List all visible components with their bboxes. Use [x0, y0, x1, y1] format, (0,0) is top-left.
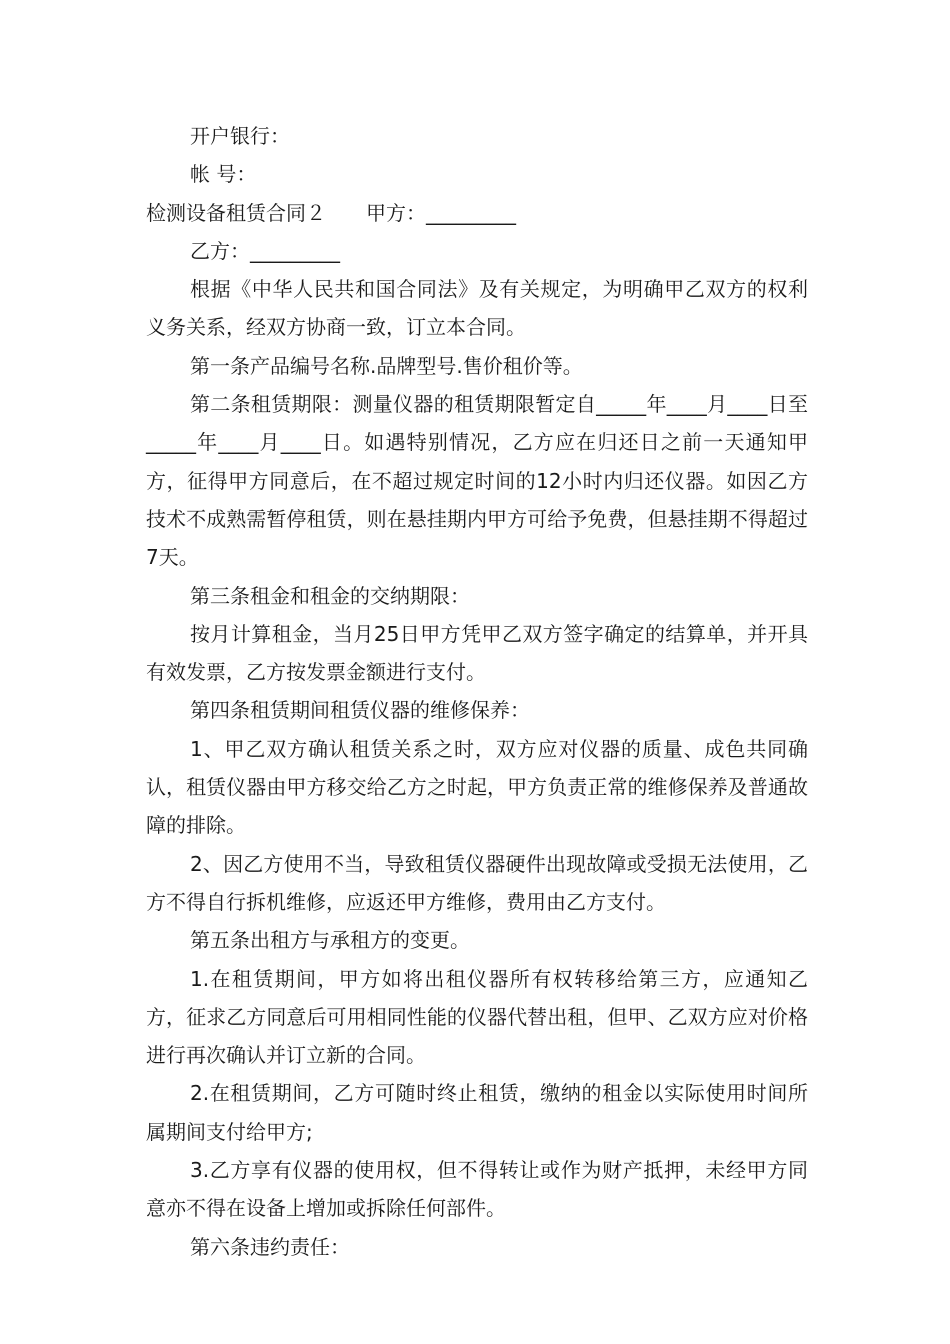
paragraph-article-2: 第二条租赁期限：测量仪器的租赁期限暂定自_____年____月____日至_____年____月____日。如遇特别情况，乙方应在归还日之前一天通知甲方，征得甲方同意后，在不超过规定时间的12小时内归还仪器。如因乙方技术不成熟需暂停租赁，则在悬挂期内甲方可给予免费，但悬挂期不得超过7天。 — [146, 392, 808, 570]
paragraph-article-1: 第一条产品编号名称.品牌型号.售价租价等。 — [190, 353, 583, 378]
contract-title: 检测设备租赁合同２ — [146, 200, 326, 225]
paragraph-article-5-item-2: 2.在租赁期间，乙方可随时终止租赁，缴纳的租金以实际使用时间所属期间支付给甲方; — [146, 1081, 808, 1144]
paragraph-article-4-item-1: 1、甲乙双方确认租赁关系之时，双方应对仪器的质量、成色共同确认，租赁仪器由甲方移交给乙方之时起，甲方负责正常的维修保养及普通故障的排除。 — [146, 736, 808, 838]
paragraph-article-5: 第五条出租方与承租方的变更。 — [190, 928, 470, 953]
paragraph-article-3-body: 按月计算租金，当月25日甲方凭甲乙双方签字确定的结算单，并开具有效发票，乙方按发票金额进行支付。 — [146, 621, 808, 685]
paragraph-preamble: 根据《中华人民共和国合同法》及有关规定，为明确甲乙双方的权利义务关系，经双方协商一致，订立本合同。 — [146, 277, 808, 340]
party-b-line: 乙方：_________ — [190, 238, 340, 263]
paragraph-article-6: 第六条违约责任： — [190, 1234, 350, 1259]
account-line: 帐 号： — [190, 162, 257, 187]
paragraph-article-4: 第四条租赁期间租赁仪器的维修保养： — [190, 698, 530, 723]
bank-line: 开户银行： — [190, 124, 290, 148]
document-body — [146, 117, 808, 1266]
paragraph-article-5-item-1: 1.在租赁期间，甲方如将出租仪器所有权转移给第三方，应通知乙方，征求乙方同意后可用相同性能的仪器代替出租，但甲、乙双方应对价格进行再次确认并订立新的合同。 — [146, 966, 808, 1068]
paragraph-article-3: 第三条租金和租金的交纳期限： — [190, 583, 470, 608]
paragraph-article-4-item-2: 2、因乙方使用不当，导致租赁仪器硬件出现故障或受损无法使用，乙方不得自行拆机维修，应返还甲方维修，费用由乙方支付。 — [146, 851, 808, 914]
title-line — [146, 194, 808, 232]
party-a-line: 甲方：_________ — [366, 200, 516, 225]
paragraph-article-5-item-3: 3.乙方享有仪器的使用权，但不得转让或作为财产抵押，未经甲方同意亦不得在设备上增加或拆除任何部件。 — [146, 1158, 808, 1221]
